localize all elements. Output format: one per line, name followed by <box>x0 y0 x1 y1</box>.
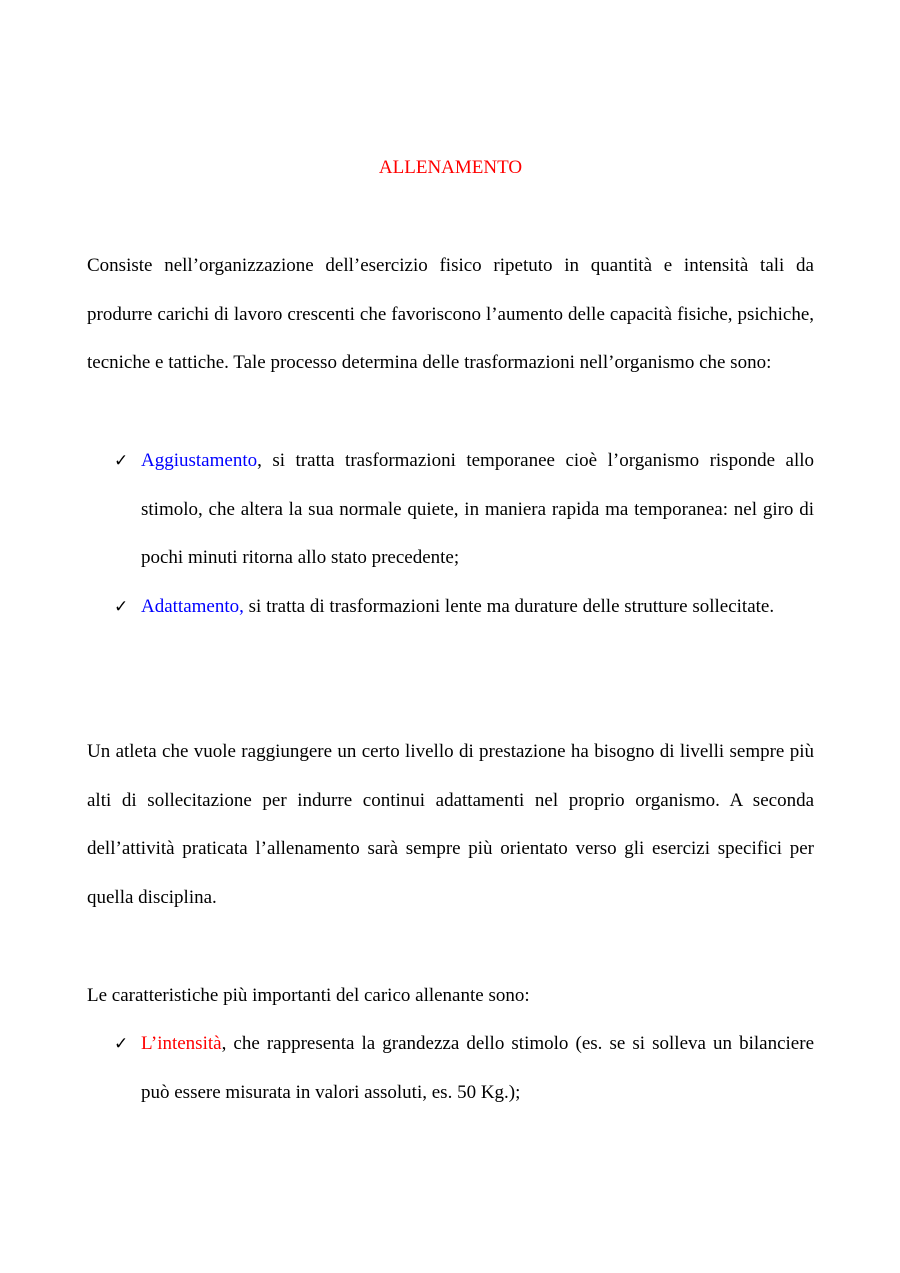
checkmark-icon: ✓ <box>114 451 129 471</box>
load-characteristics-list <box>87 1020 814 1117</box>
term-description: si tratta di trasformazioni lente ma durature delle strutture sollecitate. <box>243 595 775 617</box>
term-intensita: L’intensità <box>141 1033 222 1054</box>
term-description: , che rappresenta la grandezza dello stimolo (es. se si solleva un bilanciere può essere misurata in valori assoluti, es. 50 Kg.); <box>141 1033 814 1103</box>
document-title: ALLENAMENTO <box>378 157 523 178</box>
list-item <box>87 583 814 632</box>
list-item <box>87 437 814 583</box>
athlete-paragraph: Un atleta che vuole raggiungere un certo livello di prestazione ha bisogno di livelli sempre più alti di sollecitazione per indurre continui adattamenti nel proprio organismo. A seconda dell’attività praticata l’allenamento sarà sempre più orientato verso gli esercizi specifici per quella disciplina. <box>87 741 814 908</box>
list-item <box>87 1020 814 1117</box>
checkmark-icon: ✓ <box>114 596 129 617</box>
term-adattamento: Adattamento, <box>141 595 244 617</box>
term-description: , si tratta trasformazioni temporanee cioè l’organismo risponde allo stimolo, che altera la sua normale quiete, in maniera rapida ma temporanea: nel giro di pochi minuti ritorna allo stato precedente; <box>141 450 814 568</box>
checkmark-icon: ✓ <box>114 1034 129 1054</box>
transformations-list <box>87 437 814 631</box>
load-intro: Le caratteristiche più importanti del carico allenante sono: <box>87 985 530 1006</box>
intro-paragraph: Consiste nell’organizzazione dell’esercizio fisico ripetuto in quantità e intensità tali da produrre carichi di lavoro crescenti che favoriscono l’aumento delle capacità fisiche, psichiche, tecniche e tattiche. Tale processo determina delle trasformazioni nell’organismo che sono: <box>87 255 814 373</box>
term-aggiustamento: Aggiustamento <box>141 450 258 471</box>
